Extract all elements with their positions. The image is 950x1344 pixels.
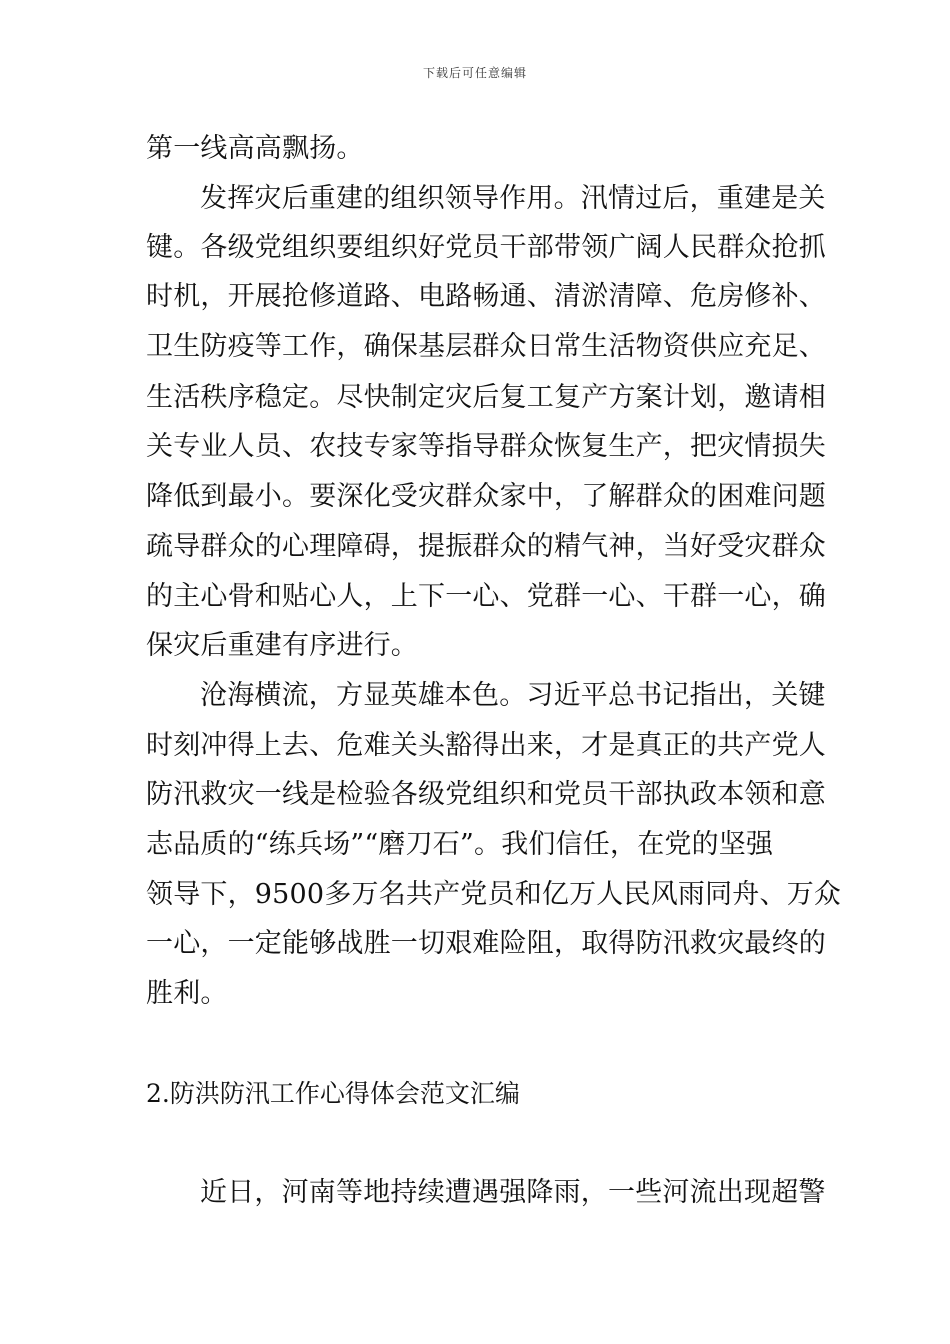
page-header: 下载后可任意编辑 [422,66,527,80]
text-line: 关专业人员、农技专家等指导群众恢复生产，把灾情损失 [146,431,826,462]
text-line: 胜利。 [146,978,228,1009]
text-line: 卫生防疫等工作，确保基层群众日常生活物资供应充足、 [146,331,826,362]
text-line: 防汛救灾一线是检验各级党组织和党员干部执政本领和意 [146,779,826,810]
text-line: 领导下，9500多万名共产党员和亿万人民风雨同舟、万众 [146,879,842,910]
text-line: 降低到最小。要深化受灾群众家中，了解群众的困难问题 [146,481,826,512]
text-line: 疏导群众的心理障碍，提振群众的精气神，当好受灾群众 [146,531,826,562]
text-line: 第一线高高飘扬。 [146,133,364,164]
text-line: 生活秩序稳定。尽快制定灾后复工复产方案计划，邀请相 [146,382,826,413]
text-line: 近日，河南等地持续遭遇强降雨，一些河流出现超警 [200,1177,826,1208]
text-line: 沧海横流，方显英雄本色。习近平总书记指出，关键 [200,680,826,711]
text-line: 键。各级党组织要组织好党员干部带领广阔人民群众抢抓 [146,232,826,263]
text-line: 时刻冲得上去、危难关头豁得出来，才是真正的共产党人 [146,730,826,761]
section-title: 2.防洪防汛工作心得体会范文汇编 [146,1079,520,1108]
text-line: 时机，开展抢修道路、电路畅通、清淤清障、危房修补、 [146,281,826,312]
text-line: 保灾后重建有序进行。 [146,630,418,661]
text-line: 的主心骨和贴心人，上下一心、党群一心、干群一心，确 [146,581,826,612]
text-line: 志品质的“练兵场”“磨刀石”。我们信任，在党的坚强 [146,829,774,860]
text-line: 一心，一定能够战胜一切艰难险阻，取得防汛救灾最终的 [146,928,826,959]
text-line: 发挥灾后重建的组织领导作用。汛情过后，重建是关 [200,183,826,214]
